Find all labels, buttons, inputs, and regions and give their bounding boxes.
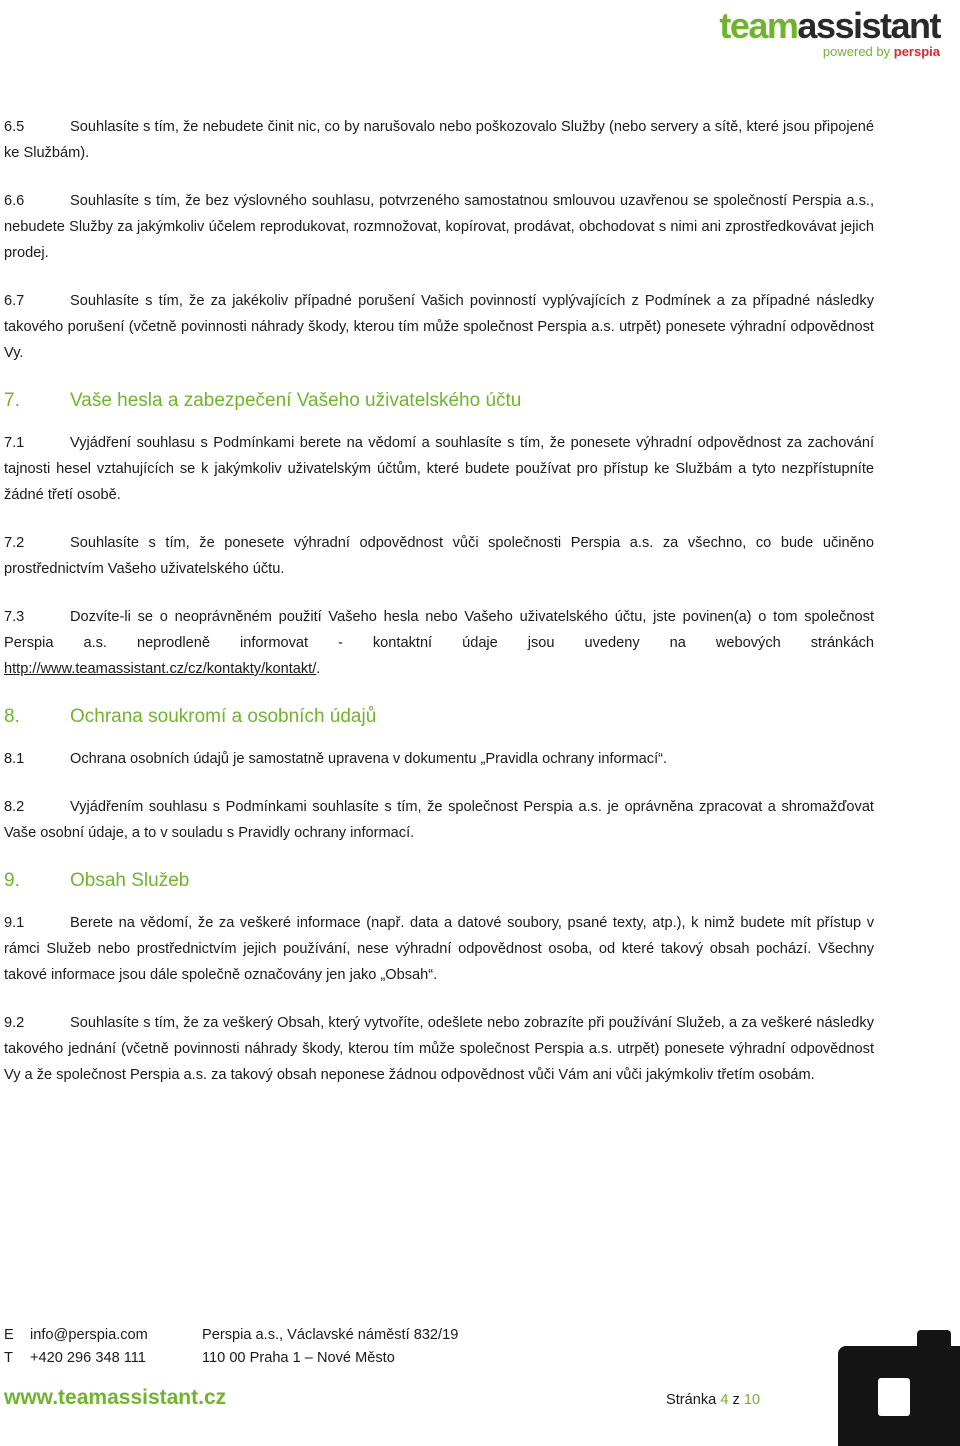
paragraph-text: Ochrana osobních údajů je samostatně upravena v dokumentu „Pravidla ochrany informací“. bbox=[70, 751, 668, 767]
page-word: Stránka bbox=[666, 1392, 717, 1408]
logo-team: team bbox=[719, 5, 798, 46]
paragraph bbox=[4, 794, 874, 846]
footer-phone: +420 296 348 111 bbox=[30, 1350, 146, 1366]
clause-number: 6.7 bbox=[4, 293, 25, 309]
paragraph-text: Vyjádřením souhlasu s Podmínkami souhlasíte s tím, že společnost Perspia a.s. je oprávněna zpracovat a shromažďovat Vaše osobní údaje, a to v souladu s Pravidly ochrany informací. bbox=[4, 799, 874, 841]
footer-contact bbox=[4, 1324, 458, 1370]
clause-number: 6.6 bbox=[4, 193, 25, 209]
paragraph bbox=[4, 188, 874, 266]
email-label: E bbox=[4, 1327, 14, 1343]
logo-tagline bbox=[700, 44, 940, 59]
paragraph-text: Souhlasíte s tím, že bez výslovného souhlasu, potvrzeného samostatnou smlouvou uzavřenou se společností Perspia a.s., nebudete Služby za jakýmkoliv účelem reprodukovat, rozmnožovat, kopírovat, prodávat, obchodovat s nimi ani zprostředkovávat jejich prodej. bbox=[4, 193, 874, 261]
clause-number: 7.1 bbox=[4, 435, 25, 451]
logo-brand: perspia bbox=[893, 44, 940, 59]
corner-logo-hole bbox=[878, 1378, 910, 1416]
clause-number: 9.1 bbox=[4, 915, 25, 931]
clause-number: 9.2 bbox=[4, 1015, 25, 1031]
section-heading bbox=[4, 388, 874, 414]
phone-label: T bbox=[4, 1350, 13, 1366]
link-trailing-text: . bbox=[316, 661, 321, 677]
page-total: 10 bbox=[743, 1392, 761, 1408]
paragraph-text: Souhlasíte s tím, že ponesete výhradní odpovědnost vůči společnosti Perspia a.s. za všechno, co bude učiněno prostřednictvím Vašeho uživatelského účtu. bbox=[4, 535, 874, 577]
logo-wordmark bbox=[700, 6, 940, 46]
paragraph bbox=[4, 430, 874, 508]
paragraph-text: Dozvíte-li se o neoprávněném použití Vašeho hesla nebo Vašeho uživatelského účtu, jste povinen(a) o tom společnost Perspia a.s. neprodleně informovat - kontaktní údaje jsou uvedeny na webových stránkách bbox=[4, 609, 874, 651]
footer-company: Perspia a.s., Václavské náměstí 832/19 bbox=[202, 1327, 459, 1343]
paragraph-text: Berete na vědomí, že za veškeré informace (např. data a datové soubory, psané texty, atp.), k nimž budete mít přístup v rámci Služeb nebo prostřednictvím jejich používání, nese výhradní odpovědnost osoba, od které takový obsah pochází. Všechny takové informace jsou dále společně označovány jen jako „Obsah“. bbox=[4, 915, 874, 983]
paragraph bbox=[4, 604, 874, 682]
teamassistant-logo bbox=[700, 6, 940, 59]
footer-website[interactable]: www.teamassistant.cz bbox=[4, 1386, 227, 1409]
clause-number: 6.5 bbox=[4, 119, 25, 135]
clause-number: 7.3 bbox=[4, 609, 25, 625]
heading-text: Vaše hesla a zabezpečení Vašeho uživatelského účtu bbox=[70, 390, 522, 411]
paragraph-text: Souhlasíte s tím, že za jakékoliv případné porušení Vašich povinností vyplývajících z Podmínek a za případné následky takového porušení (včetně povinnosti náhrady škody, kterou tím může společnost Perspia a.s. utrpět) ponesete výhradní odpovědnost Vy. bbox=[4, 293, 874, 361]
paragraph bbox=[4, 910, 874, 988]
section-heading bbox=[4, 868, 874, 894]
paragraph-text: Vyjádření souhlasu s Podmínkami berete na vědomí a souhlasíte s tím, že ponesete výhradní odpovědnost za zachování tajnosti hesel vztahujících se k jakýmkoliv uživatelským účtům, které budete používat pro přístup ke Službám a tyto nezpřístupníte žádné třetí osobě. bbox=[4, 435, 874, 503]
paragraph bbox=[4, 530, 874, 582]
paragraph bbox=[4, 114, 874, 166]
clause-number: 9. bbox=[4, 870, 20, 891]
footer-email: info@perspia.com bbox=[30, 1327, 148, 1343]
paragraph-text: Souhlasíte s tím, že nebudete činit nic, co by narušovalo nebo poškozovalo Služby (nebo servery a sítě, které jsou připojené ke Službám). bbox=[4, 119, 874, 161]
logo-assistant: assistant bbox=[797, 5, 940, 46]
logo-powered-by: powered by bbox=[822, 44, 891, 59]
contact-link[interactable]: http://www.teamassistant.cz/cz/kontakty/kontakt/ bbox=[4, 661, 317, 677]
document-body bbox=[4, 114, 874, 1110]
clause-number: 7. bbox=[4, 390, 20, 411]
paragraph bbox=[4, 1010, 874, 1088]
clause-number: 7.2 bbox=[4, 535, 25, 551]
paragraph bbox=[4, 288, 874, 366]
clause-number: 8.1 bbox=[4, 751, 25, 767]
page-number bbox=[666, 1392, 760, 1408]
page-current: 4 bbox=[720, 1392, 729, 1408]
footer-city: 110 00 Praha 1 – Nové Město bbox=[202, 1350, 395, 1366]
clause-number: 8. bbox=[4, 706, 20, 727]
section-heading bbox=[4, 704, 874, 730]
heading-text: Obsah Služeb bbox=[70, 870, 190, 891]
corner-logo-large-square bbox=[838, 1346, 960, 1446]
paragraph bbox=[4, 746, 874, 772]
clause-number: 8.2 bbox=[4, 799, 25, 815]
paragraph-text: Souhlasíte s tím, že za veškerý Obsah, který vytvoříte, odešlete nebo zobrazíte při používání Služeb, a za veškeré následky takového jednání (včetně povinnosti náhrady škody, kterou tím může společnost Perspia a.s. utrpět) ponesete výhradní odpovědnost Vy a že společnost Perspia a.s. za takový obsah neponese žádnou odpovědnost vůči Vám ani vůči jakýmkoliv třetím osobám. bbox=[4, 1015, 874, 1083]
page-of: z bbox=[732, 1392, 740, 1408]
heading-text: Ochrana soukromí a osobních údajů bbox=[70, 706, 377, 727]
